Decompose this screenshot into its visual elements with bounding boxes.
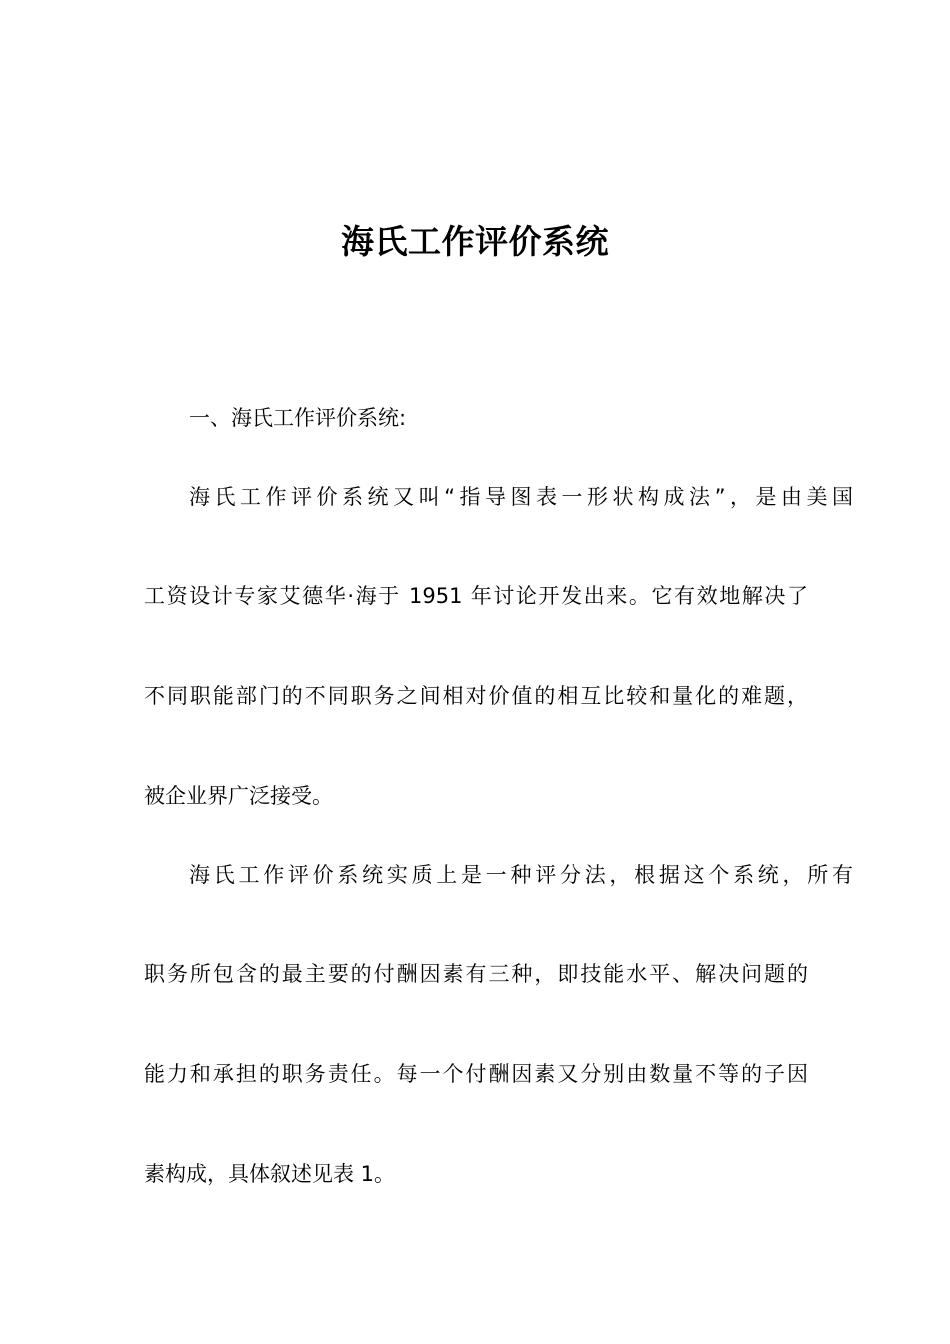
paragraph-line: 被企业界广泛接受。 xyxy=(144,784,333,808)
document-title: 海氏工作评价系统 xyxy=(341,222,609,261)
paragraph-line: 能力和承担的职务责任。每一个付酬因素又分别由数量不等的子因 xyxy=(144,1062,808,1086)
paragraph-line: 海氏工作评价系统实质上是一种评分法，根据这个系统，所有 xyxy=(189,863,853,887)
paragraph-line: 工资设计专家艾德华·海于 1951 年讨论开发出来。它有效地解决了 xyxy=(144,584,808,608)
section-heading: 一、海氏工作评价系统: xyxy=(189,406,407,430)
paragraph-line: 职务所包含的最主要的付酬因素有三种，即技能水平、解决问题的 xyxy=(144,962,808,986)
paragraph-line: 不同职能部门的不同职务之间相对价值的相互比较和量化的难题， xyxy=(144,684,808,708)
paragraph-line: 素构成，具体叙述见表 1。 xyxy=(144,1162,396,1186)
paragraph-line: 海氏工作评价系统又叫“指导图表一形状构成法”，是由美国 xyxy=(189,485,853,509)
